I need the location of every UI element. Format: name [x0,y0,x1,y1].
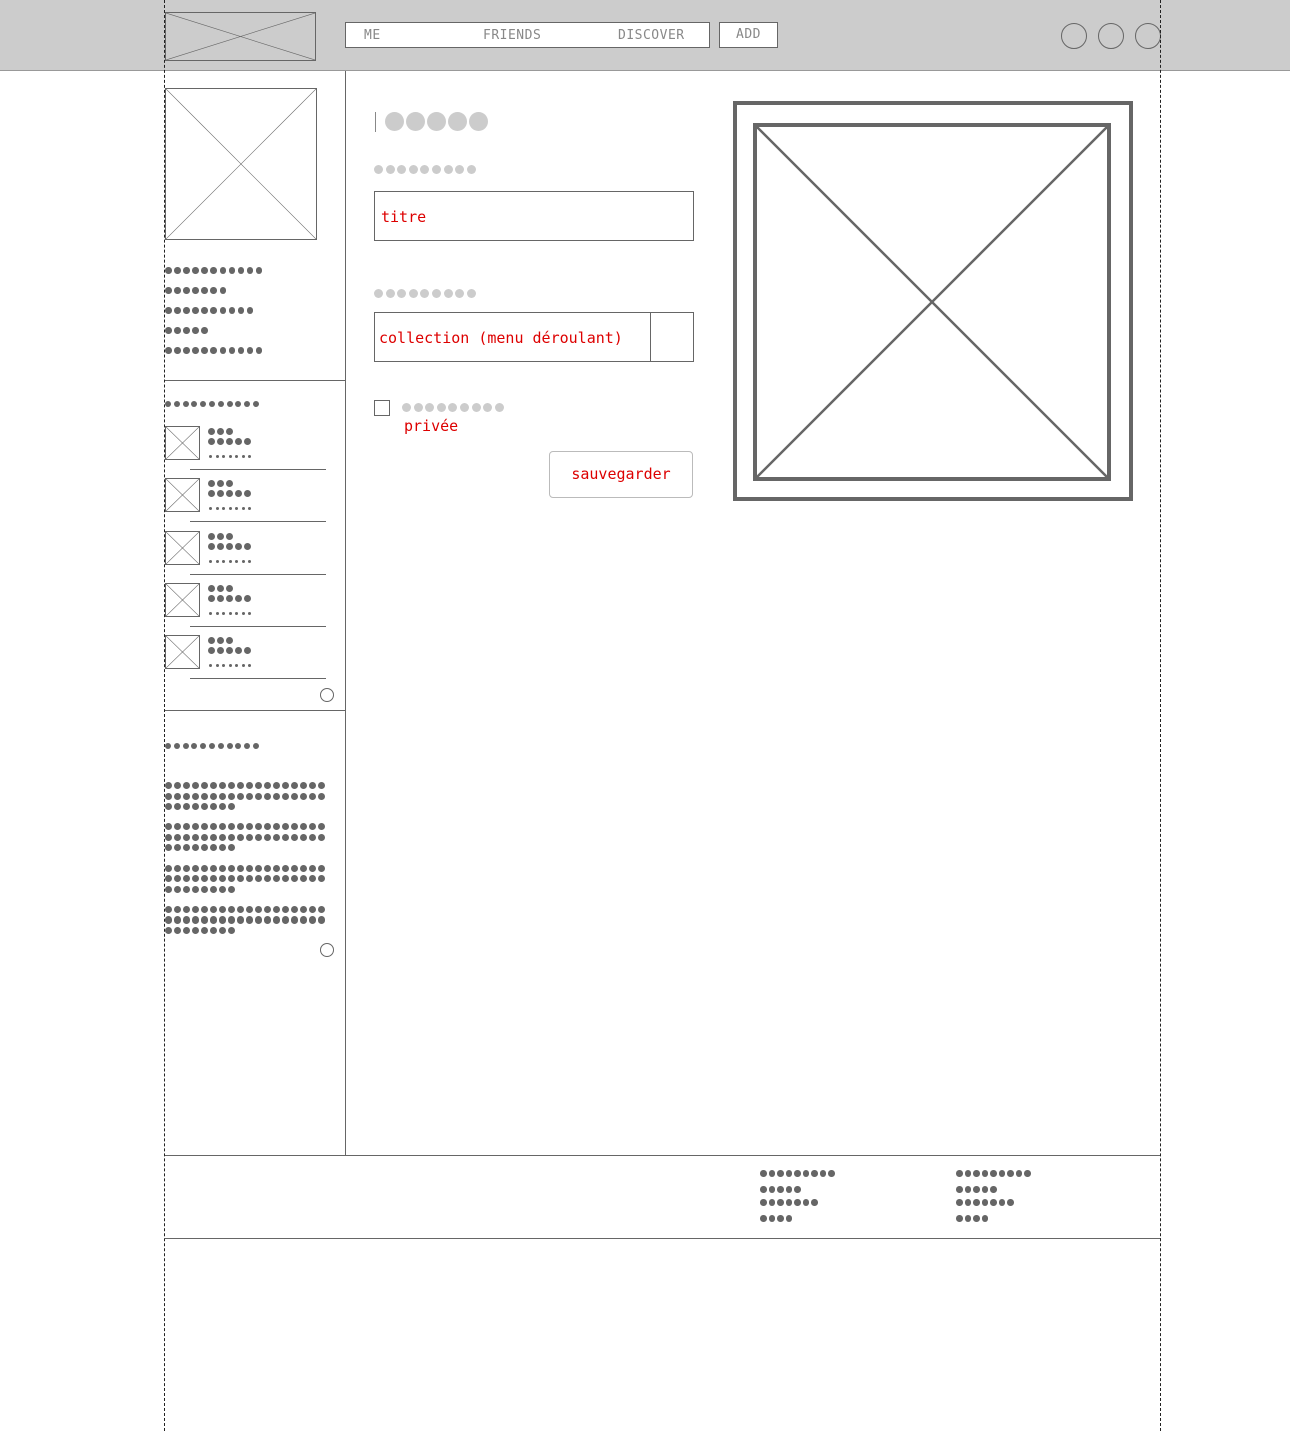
paragraph-text [165,823,325,830]
list-item-thumbnail-icon[interactable] [165,478,200,512]
nav-item-discover[interactable]: DISCOVER [618,28,685,43]
paragraph-text [165,906,325,913]
profile-info-text [165,327,208,334]
list-item-subtitle [208,595,251,602]
paragraph-text [165,803,235,810]
profile-info-text [165,347,262,354]
collection-select-value: collection (menu déroulant) [379,329,623,347]
text-cursor [375,112,376,132]
checkbox-label-text [402,403,504,412]
list-item-subtitle [208,438,251,445]
private-checkbox[interactable] [374,400,390,416]
section-heading-text [165,401,259,407]
private-label: privée [404,417,459,435]
title-input-value: titre [381,208,427,226]
preview-image-placeholder-icon [753,123,1111,481]
page-heading-text [385,112,488,131]
paragraph-text [165,834,325,841]
list-item-meta [209,455,251,458]
list-item-subtitle [208,543,251,550]
list-item-title [208,480,233,487]
field-label-text [374,289,476,298]
sidebar-section-divider [165,380,345,381]
list-item-title [208,637,233,644]
footer-bottom-divider [165,1238,1161,1239]
paragraph-text [165,875,325,882]
list-item-divider [190,469,326,470]
list-item-meta [209,560,251,563]
list-item-subtitle [208,490,251,497]
footer-link-text [956,1186,997,1193]
list-item-thumbnail-icon[interactable] [165,583,200,617]
logo-placeholder-icon[interactable] [165,12,316,61]
profile-image-placeholder-icon [165,88,317,240]
title-input[interactable] [374,191,694,241]
list-item-title [208,585,233,592]
header-circle-icon-1[interactable] [1061,23,1087,49]
profile-info-text [165,267,262,274]
sidebar-divider [345,71,346,1156]
collection-select[interactable] [374,312,694,362]
nav-item-friends[interactable]: FRIENDS [483,28,542,43]
list-item-meta [209,612,251,615]
layout-guide-left [164,0,165,1431]
list-item-divider [190,678,326,679]
nav-item-me[interactable]: ME [364,28,381,43]
paragraph-text [165,844,235,851]
footer-link-text [760,1199,818,1206]
paragraph-text [165,782,325,789]
paragraph-text [165,793,325,800]
more-circle-icon[interactable] [320,688,334,702]
list-item-thumbnail-icon[interactable] [165,426,200,460]
list-item-subtitle [208,647,251,654]
paragraph-text [165,865,325,872]
select-arrow-divider [650,313,651,361]
header-circle-icon-2[interactable] [1098,23,1124,49]
list-item-divider [190,574,326,575]
list-item-divider [190,626,326,627]
list-item-meta [209,664,251,667]
list-item-thumbnail-icon[interactable] [165,531,200,565]
list-item-divider [190,521,326,522]
more-circle-icon[interactable] [320,943,334,957]
save-button[interactable]: sauvegarder [549,451,693,498]
footer-link-text [956,1170,1031,1177]
paragraph-text [165,916,325,923]
list-item-meta [209,507,251,510]
main-nav [345,22,710,48]
list-item-thumbnail-icon[interactable] [165,635,200,669]
add-button[interactable]: ADD [719,22,778,48]
footer-link-text [956,1199,1014,1206]
list-item-title [208,533,233,540]
footer-link-text [760,1186,801,1193]
footer-link-text [956,1215,988,1222]
section-heading-text [165,743,259,749]
layout-guide-right [1160,0,1161,1431]
sidebar-section-divider [165,710,345,711]
header-circle-icon-3[interactable] [1135,23,1161,49]
list-item-title [208,428,233,435]
paragraph-text [165,886,235,893]
footer-top-divider [165,1155,1161,1156]
footer-link-text [760,1215,792,1222]
profile-info-text [165,287,226,294]
field-label-text [374,165,476,174]
footer-link-text [760,1170,835,1177]
paragraph-text [165,927,235,934]
profile-info-text [165,307,253,314]
